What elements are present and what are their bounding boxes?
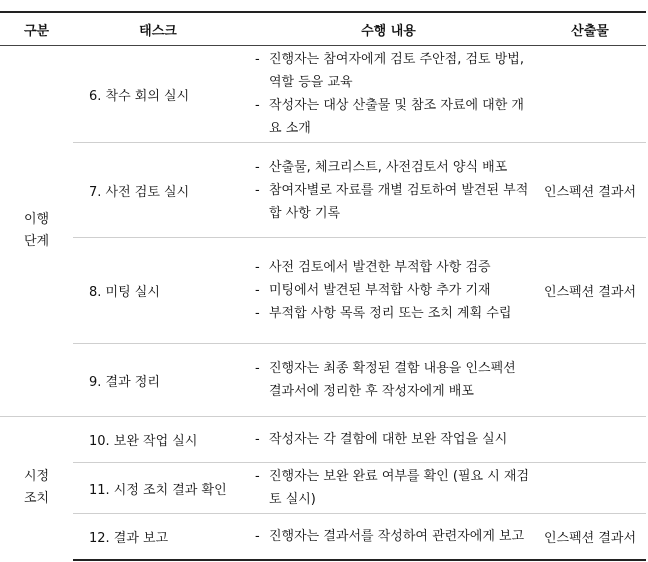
content-bullet: - 산출물, 체크리스트, 사전검토서 양식 배포 [255, 159, 508, 175]
table-header-row [0, 12, 646, 46]
table-row [0, 463, 646, 514]
task-cell: 7. 사전 검토 실시 [73, 143, 243, 238]
output-cell [534, 46, 646, 143]
content-bullet: - 진행자는 참여자에게 검토 주안점, 검토 방법, 역할 등을 교육 [255, 52, 524, 90]
header-content: 수행 내용 [243, 12, 534, 46]
table-row [0, 46, 646, 143]
content-bullet: - 부적합 사항 목록 정리 또는 조치 계획 수립 [255, 306, 512, 321]
output-cell: 인스펙션 결과서 [534, 238, 646, 344]
output-cell [534, 463, 646, 514]
group-label-line1: 시정 [23, 469, 50, 485]
content-cell [243, 344, 534, 417]
content-bullet: - 작성자는 각 결함에 대한 보완 작업을 실시 [255, 432, 508, 447]
group-cell-implementation [0, 46, 73, 417]
output-cell: 인스펙션 결과서 [534, 143, 646, 238]
group-label-line2: 조치 [23, 491, 50, 507]
output-cell: 인스펙션 결과서 [534, 514, 646, 560]
task-cell: 11. 시정 조치 결과 확인 [73, 463, 243, 514]
content-bullet: - 사전 검토에서 발견한 부적합 사항 검증 [255, 260, 491, 275]
task-cell: 6. 착수 회의 실시 [89, 88, 190, 104]
output-cell [534, 417, 646, 463]
inspection-process-table [0, 11, 646, 561]
content-cell [243, 463, 534, 514]
content-bullet: - 진행자는 결과서를 작성하여 관련자에게 보고 [255, 528, 525, 544]
output-cell [534, 344, 646, 417]
content-cell [243, 417, 534, 463]
header-category: 구분 [0, 12, 73, 46]
task-cell: 10. 보완 작업 실시 [73, 417, 243, 463]
header-output: 산출물 [534, 12, 646, 46]
group-label-line1: 이행 [23, 212, 50, 227]
task-cell: 8. 미팅 실시 [73, 238, 243, 344]
group-label-line2: 단계 [23, 234, 50, 249]
table-row [0, 417, 646, 463]
content-bullet: - 미팅에서 발견된 부적합 사항 추가 기재 [255, 283, 491, 298]
table-row [0, 344, 646, 417]
header-task: 태스크 [73, 12, 243, 46]
content-bullet: - 진행자는 최종 확정된 결함 내용을 인스펙션 결과서에 정리한 후 작성자에게 배포 [255, 361, 516, 399]
group-cell-corrective-action [0, 417, 73, 560]
content-cell [243, 143, 534, 238]
content-cell [243, 238, 534, 344]
table-row [0, 143, 646, 238]
content-cell [243, 46, 534, 143]
content-cell [243, 514, 534, 560]
table-row [0, 238, 646, 344]
table-row [0, 514, 646, 560]
task-cell: 9. 결과 정리 [73, 344, 243, 417]
content-bullet: - 참여자별로 자료를 개별 검토하여 발견된 부적합 사항 기록 [255, 182, 529, 221]
task-cell: 12. 결과 보고 [73, 514, 243, 560]
content-bullet: - 진행자는 보완 완료 여부를 확인 (필요 시 재검토 실시) [255, 469, 530, 507]
content-bullet: - 작성자는 대상 산출물 및 참조 자료에 대한 개요 소개 [255, 98, 524, 136]
